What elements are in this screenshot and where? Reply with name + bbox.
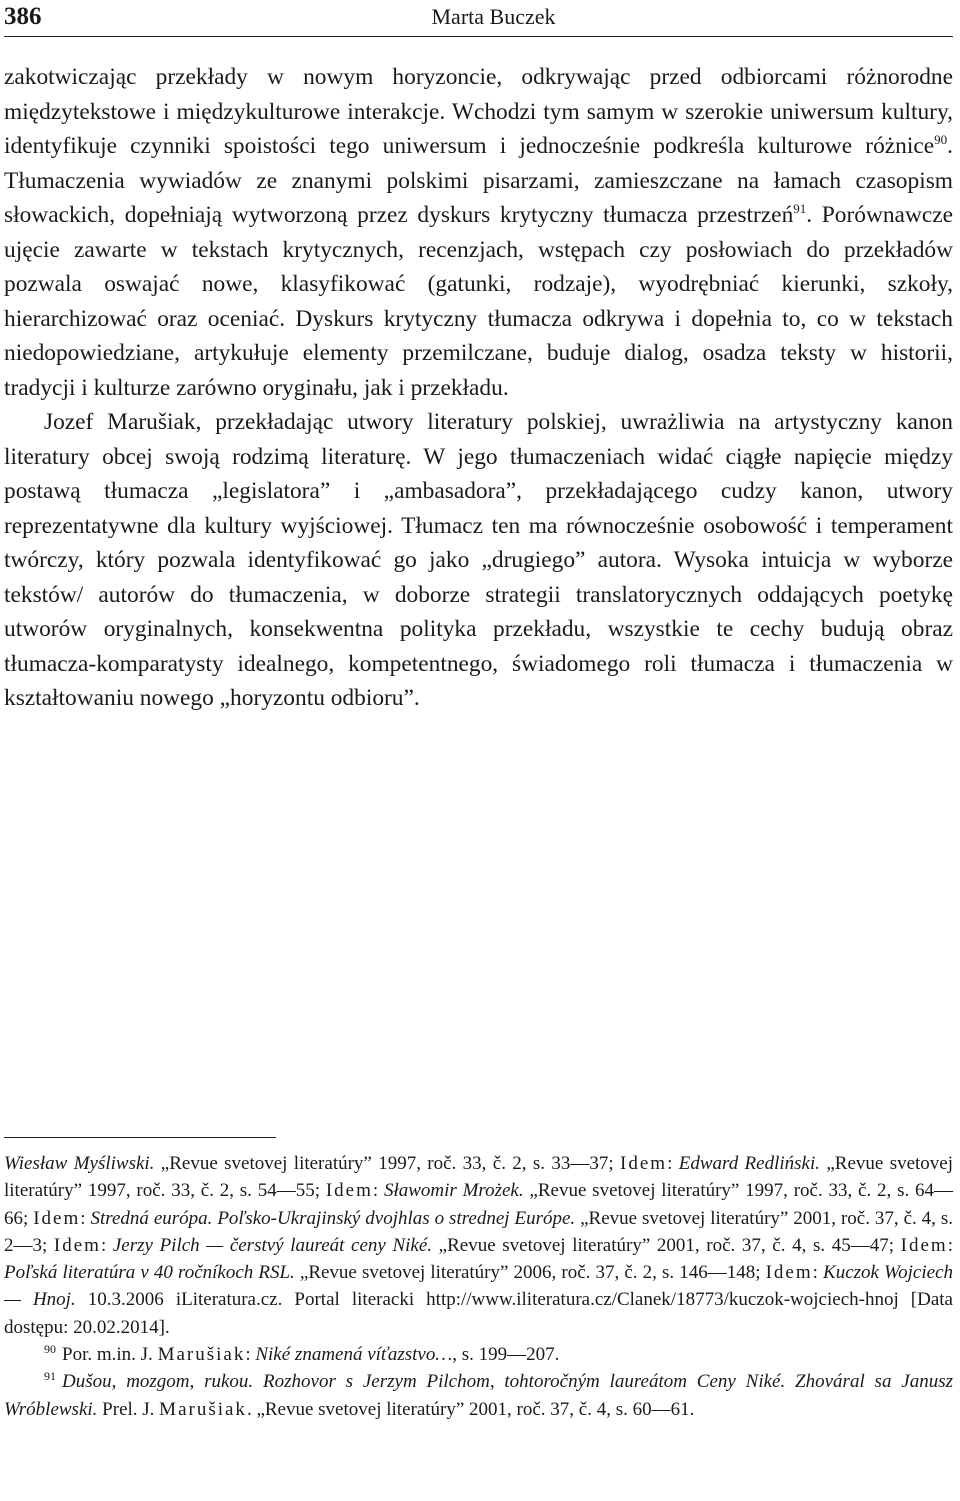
footnote-ref-91: 91 — [793, 201, 807, 217]
paragraph-1-text-c: . Porównawcze ujęcie zawarte w tekstach krytycznych, recenzjach, wstępach czy posłowiach do przekładów pozwala oswajać nowe, klasyfikować (gatunki, rodzaje), wyodrębniać kierunki, szkoły, hierarchizować oraz oceniać. Dyskurs krytyczny tłumacza odkrywa i dopełnia to, co w tekstach niedopowiedziane, artykułuje elementy przemilczane, buduje dialog, osadza teksty w historii, tradycji i kulturze zarówno oryginału, jak i przekładu. — [4, 202, 953, 401]
paragraph-1 — [4, 60, 953, 405]
footnote-continuation: Wiesław Myśliwski. „Revue svetovej literatúry” 1997, roč. 33, č. 2, s. 33—37; Idem: Edward Redliński. „Revue svetovej literatúry” 1997, roč. 33, č. 2, s. 54—55; Idem: Sławomir Mrożek. „Revue svetovej literatúry” 1997, roč. 33, č. 2, s. 64—66; Idem: Stredná európa. Poľsko-Ukrajinský dvojhlas o strednej Európe. „Revue svetovej literatúry” 2001, roč. 37, č. 4, s. 2—3; Idem: Jerzy Pilch — čerstvý laureát ceny Niké. „Revue svetovej literatúry” 2001, roč. 37, č. 4, s. 45—47; Idem: Poľská literatúra v 40 ročníkoch RSL. „Revue svetovej literatúry” 2006, roč. 37, č. 2, s. 146—148; Idem: Kuczok Wojciech — Hnoj. 10.3.2006 iLiteratura.cz. Portal literacki http://www.iliteratura.cz/Clanek/18773/kuczok-wojciech-hnoj [Data dostępu: 20.02.2014]. — [4, 1153, 954, 1338]
paragraph-2: Jozef Marušiak, przekładając utwory literatury polskiej, uwrażliwia na artystyczny kanon literatury obcej swoją rodzimą literaturę. W jego tłumaczeniach widać ciągłe napięcie między postawą tłumacza „legislatora” i „ambasadora”, przekładającego cudzy kanon, utwory reprezentatywne dla kultury wyjściowej. Tłumacz ten ma równocześnie osobowość i temperament twórczy, który pozwala identyfikować go jako „drugiego” autora. Wysoka intuicja w wyborze tekstów/ autorów do tłumaczenia, w doborze strategii translatorycznych oddających poetykę utworów oryginalnych, konsekwentna polityka przekładu, wszystkie te cechy budują obraz tłumacza-komparatysty idealnego, kompetentnego, świadomego roli tłumacza i tłumaczenia w kształtowaniu nowego „horyzontu odbioru”. — [4, 409, 953, 711]
paragraph-1-text-b: . Tłumaczenia wywiadów ze znanymi polskimi pisarzami, zamieszczane na łamach czasopism słowackich, dopełniają wytworzoną przez dyskurs krytyczny tłumacza przestrzeń — [4, 133, 953, 228]
running-head: Marta Buczek — [431, 4, 556, 29]
paragraph-1-text-a: zakotwiczając przekłady w nowym horyzoncie, odkrywając przed odbiorcami różnorodne międzytekstowe i międzykulturowe interakcje. Wchodzi tym samym w szerokie uniwersum kultury, identyfikuje czynniki spoistości tego uniwersum i jednocześnie podkreśla kulturowe różnice — [4, 64, 953, 159]
footnote-separator — [4, 1137, 276, 1138]
body-text — [4, 60, 953, 716]
footnote-90: $^{90}$ Por. m.in. J. Marušiak: Niké znamená víťazstvo…, s. 199—207. — [44, 1341, 560, 1366]
footnote-ref-90: 90 — [934, 132, 948, 148]
footnote-number-91: 91 — [44, 1369, 56, 1384]
footnote-91: $^{91}$ Dušou, mozgom, rukou. Rozhovor s Jerzym Pilchom, tohtoročným laureátom Ceny Niké. Zhováral sa Janusz Wróblewski. Prel. J. Marušiak. „Revue svetovej literatúry” 2001, roč. 37, č. 4, s. 60—61. — [4, 1369, 953, 1420]
footnotes — [4, 1150, 953, 1423]
page-header — [4, 0, 953, 37]
page-number: 386 — [4, 3, 42, 30]
footnote-number-90: 90 — [44, 1341, 56, 1356]
